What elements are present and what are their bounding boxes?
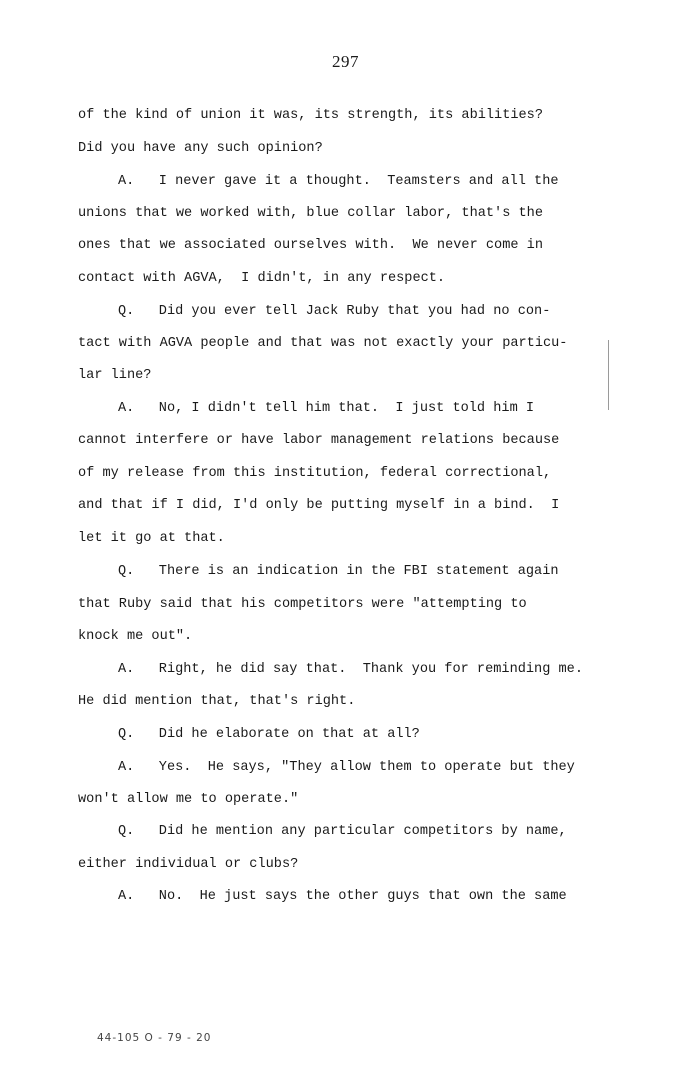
- answer-line: A. Yes. He says, "They allow them to operate but they: [118, 760, 575, 775]
- transcript-line: ones that we associated ourselves with. We never come in: [78, 238, 543, 253]
- question-line: Q. Did you ever tell Jack Ruby that you had no con-: [118, 304, 551, 319]
- transcript-line: contact with AGVA, I didn't, in any respect.: [78, 271, 446, 286]
- transcript-line: and that if I did, I'd only be putting myself in a bind. I: [78, 498, 560, 513]
- answer-line: A. No. He just says the other guys that own the same: [118, 889, 567, 904]
- transcript-line: won't allow me to operate.": [78, 792, 299, 807]
- transcript-line: He did mention that, that's right.: [78, 694, 356, 709]
- transcript-line: of my release from this institution, federal correctional,: [78, 466, 552, 481]
- print-code-footer: 44-105 O - 79 - 20: [97, 1032, 212, 1044]
- question-line: Q. Did he elaborate on that at all?: [118, 727, 420, 742]
- transcript-line: unions that we worked with, blue collar labor, that's the: [78, 206, 543, 221]
- transcript-line: Did you have any such opinion?: [78, 141, 323, 156]
- answer-line: A. Right, he did say that. Thank you for reminding me.: [118, 662, 583, 677]
- transcript-line: knock me out".: [78, 629, 193, 644]
- page-number: 297: [332, 52, 359, 71]
- transcript-line: let it go at that.: [78, 531, 225, 546]
- question-line: Q. There is an indication in the FBI statement again: [118, 564, 559, 579]
- transcript-line: tact with AGVA people and that was not exactly your particu-: [78, 336, 568, 351]
- margin-mark: [608, 340, 609, 410]
- transcript-line: lar line?: [78, 368, 152, 383]
- transcript-line: cannot interfere or have labor management relations because: [78, 433, 560, 448]
- transcript-line: of the kind of union it was, its strength, its abilities?: [78, 108, 543, 123]
- answer-line: A. I never gave it a thought. Teamsters and all the: [118, 174, 559, 189]
- transcript-line: that Ruby said that his competitors were "attempting to: [78, 597, 527, 612]
- question-line: Q. Did he mention any particular competitors by name,: [118, 824, 567, 839]
- transcript-line: either individual or clubs?: [78, 857, 299, 872]
- answer-line: A. No, I didn't tell him that. I just told him I: [118, 401, 535, 416]
